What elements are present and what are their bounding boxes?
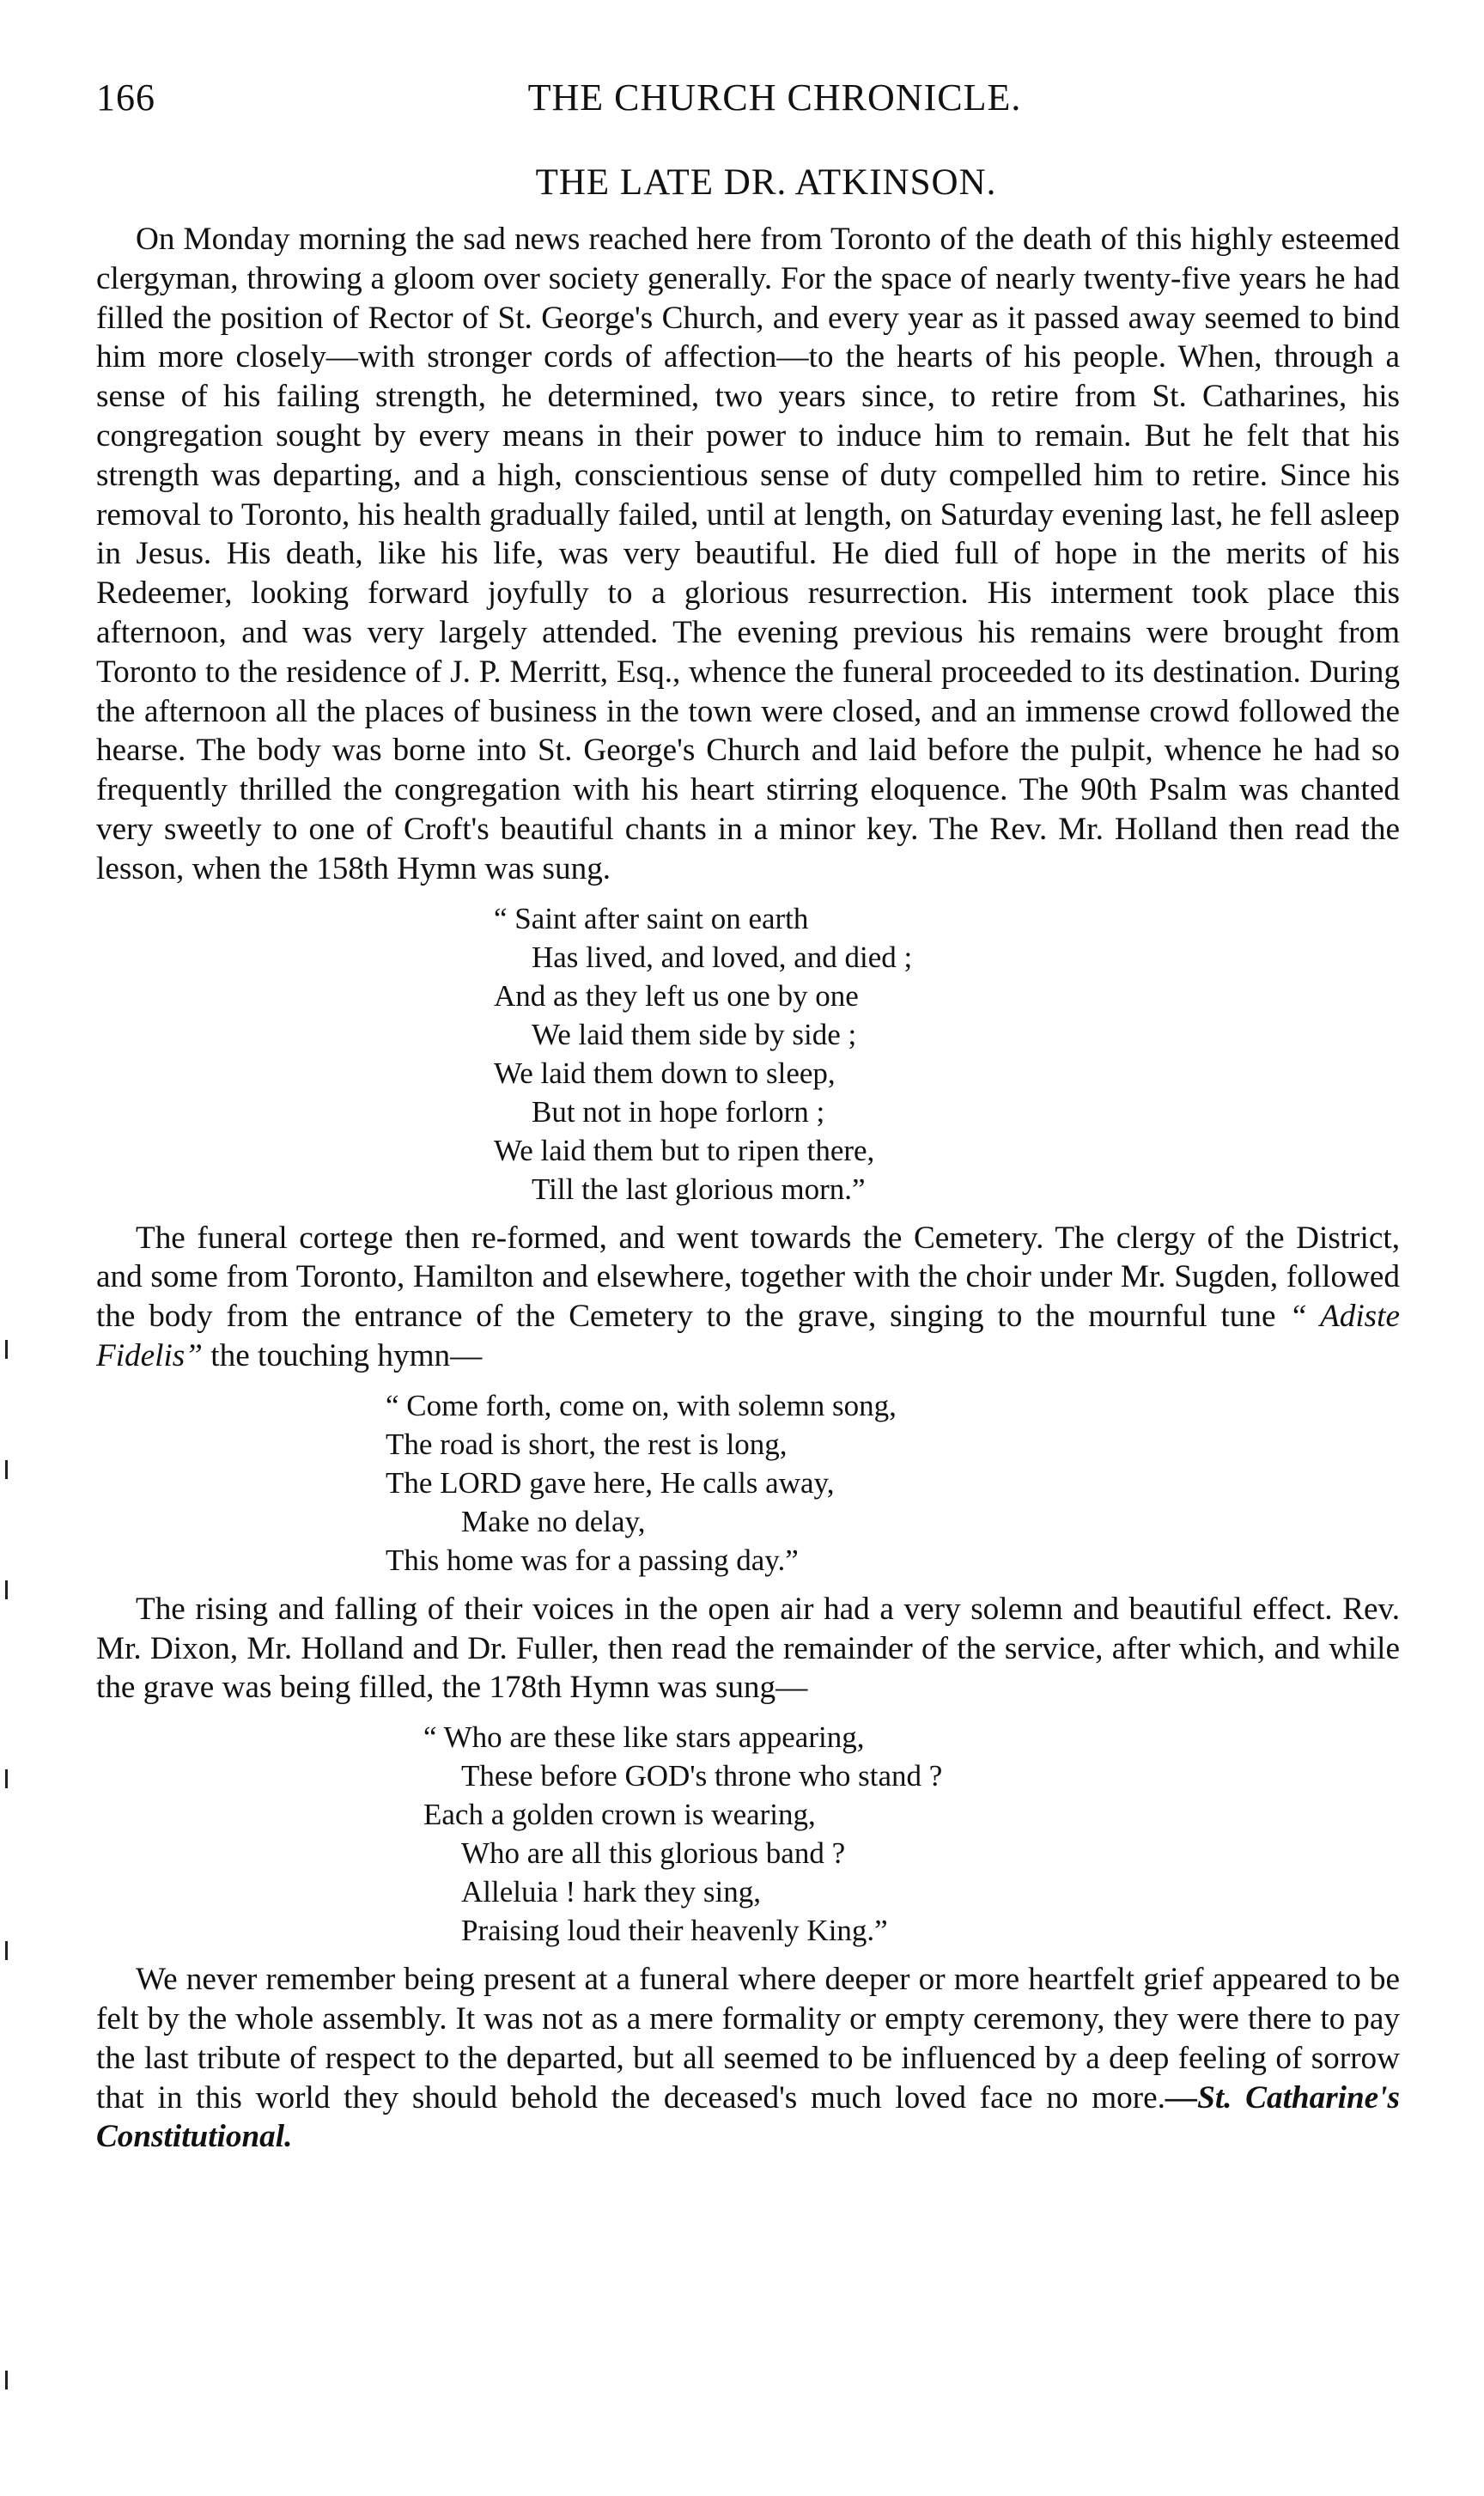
verse-line: We laid them but to ripen there, bbox=[494, 1133, 875, 1167]
verse-line: Make no delay, bbox=[461, 1504, 646, 1538]
margin-mark bbox=[5, 1769, 16, 1788]
verse-line: Who are all this glorious band ? bbox=[461, 1836, 846, 1871]
journal-title: THE CHURCH CHRONICLE. bbox=[527, 76, 1022, 119]
verse-line: “ Come forth, come on, with solemn song, bbox=[386, 1388, 897, 1422]
running-head bbox=[96, 76, 1402, 127]
margin-mark bbox=[5, 1580, 16, 1599]
margin-mark bbox=[5, 1460, 16, 1479]
paragraph-1: On Monday morning the sad news reached here from Toronto of the death of this highly esteemed clergyman, throwing a gloom over society generally. For the space of nearly twenty-five years he had filled the position of Rector of St. George's Church, and every year as it passed away seemed to bind him more closely—with stronger cords of affection—to the hearts of his people. When, through a sense of his failing strength, he determined, two years since, to retire from St. Catharines, his congregation sought by every means in their power to induce him to remain. But he felt that his strength was departing, and a high, conscientious sense of duty compelled him to retire. Since his removal to Toronto, his health gradually failed, until at length, on Saturday evening last, he fell asleep in Jesus. His death, like his life, was very beautiful. He died full of hope in the merits of his Redeemer, looking forward joyfully to a glorious resurrection. His interment took place this afternoon, and was very largely attended. The evening previous his remains were brought from Toronto to the residence of J. P. Merritt, Esq., whence the funeral proceeded to its destination. During the afternoon all the places of business in the town were closed, and an immense crowd followed the hearse. The body was borne into St. George's Church and laid before the pulpit, whence he had so frequently thrilled the congregation with his heart stirring eloquence. The 90th Psalm was chanted very sweetly to one of Croft's beautiful chants in a minor key. The Rev. Mr. Holland then read the lesson, when the 158th Hymn was sung. bbox=[96, 222, 1400, 886]
verse-line: We laid them side by side ; bbox=[532, 1017, 857, 1051]
verse-line: Has lived, and loved, and died ; bbox=[532, 940, 913, 974]
verse-line: “ Who are these like stars appearing, bbox=[423, 1720, 865, 1755]
page-number: 166 bbox=[96, 76, 155, 119]
verse-line: “ Saint after saint on earth bbox=[494, 901, 809, 935]
verse-line: And as they left us one by one bbox=[494, 978, 859, 1013]
verse-line: This home was for a passing day.” bbox=[386, 1543, 799, 1577]
paragraph-2-tail: the touching hymn— bbox=[202, 1337, 483, 1373]
verse-line: Till the last glorious morn.” bbox=[532, 1172, 866, 1206]
margin-mark bbox=[5, 2371, 16, 2389]
funeral-hymn-verse bbox=[96, 1386, 1400, 1580]
verse-line: Each a golden crown is wearing, bbox=[423, 1798, 816, 1832]
paragraph-4 bbox=[96, 1960, 1400, 2157]
verse-line: The LORD gave here, He calls away, bbox=[386, 1465, 835, 1500]
hymn-158-verse bbox=[96, 899, 1400, 1208]
verse-line: Praising loud their heavenly King.” bbox=[461, 1914, 888, 1948]
paragraph-2-text: The funeral cortege then re-formed, and went towards the Cemetery. The clergy of the District, and some from Toronto, Hamilton and elsewhere, together with the choir under Mr. Sugden, followed the body from the entrance of the Cemetery to the grave, singing to the mournful tune bbox=[96, 1220, 1400, 1335]
paragraph-4-text: We never remember being present at a funeral where deeper or more heartfelt grief appeared to be felt by the whole assembly. It was not as a mere formality or empty ceremony, they were there to pay the last tribute of respect to the departed, but all seemed to be influenced by a deep feeling of sorrow that in this world they should behold the deceased's much loved face no more. bbox=[96, 1962, 1400, 2116]
article-body bbox=[96, 220, 1400, 2157]
margin-mark bbox=[5, 1340, 16, 1359]
article-title: THE LATE DR. ATKINSON. bbox=[535, 162, 997, 203]
verse-line: But not in hope forlorn ; bbox=[532, 1094, 825, 1129]
verse-line: We laid them down to sleep, bbox=[494, 1056, 836, 1090]
margin-mark bbox=[5, 1941, 16, 1960]
tune-name: “ Adiste Fidelis” bbox=[96, 1299, 1400, 1373]
hymn-178-verse bbox=[96, 1718, 1400, 1950]
paragraph-2 bbox=[96, 1219, 1400, 1376]
verse-line: Alleluia ! hark they sing, bbox=[461, 1875, 761, 1909]
paragraph-3: The rising and falling of their voices in the open air had a very solemn and beautiful effect. Rev. Mr. Dixon, Mr. Holland and Dr. Fuller, then read the remainder of the service, after which, and while the grave was being filled, the 178th Hymn was sung— bbox=[96, 1591, 1400, 1706]
verse-line: The road is short, the rest is long, bbox=[386, 1427, 788, 1461]
source-attribution: —St. Catharine's Constitutional. bbox=[96, 2079, 1400, 2155]
verse-line: These before GOD's throne who stand ? bbox=[461, 1759, 943, 1793]
